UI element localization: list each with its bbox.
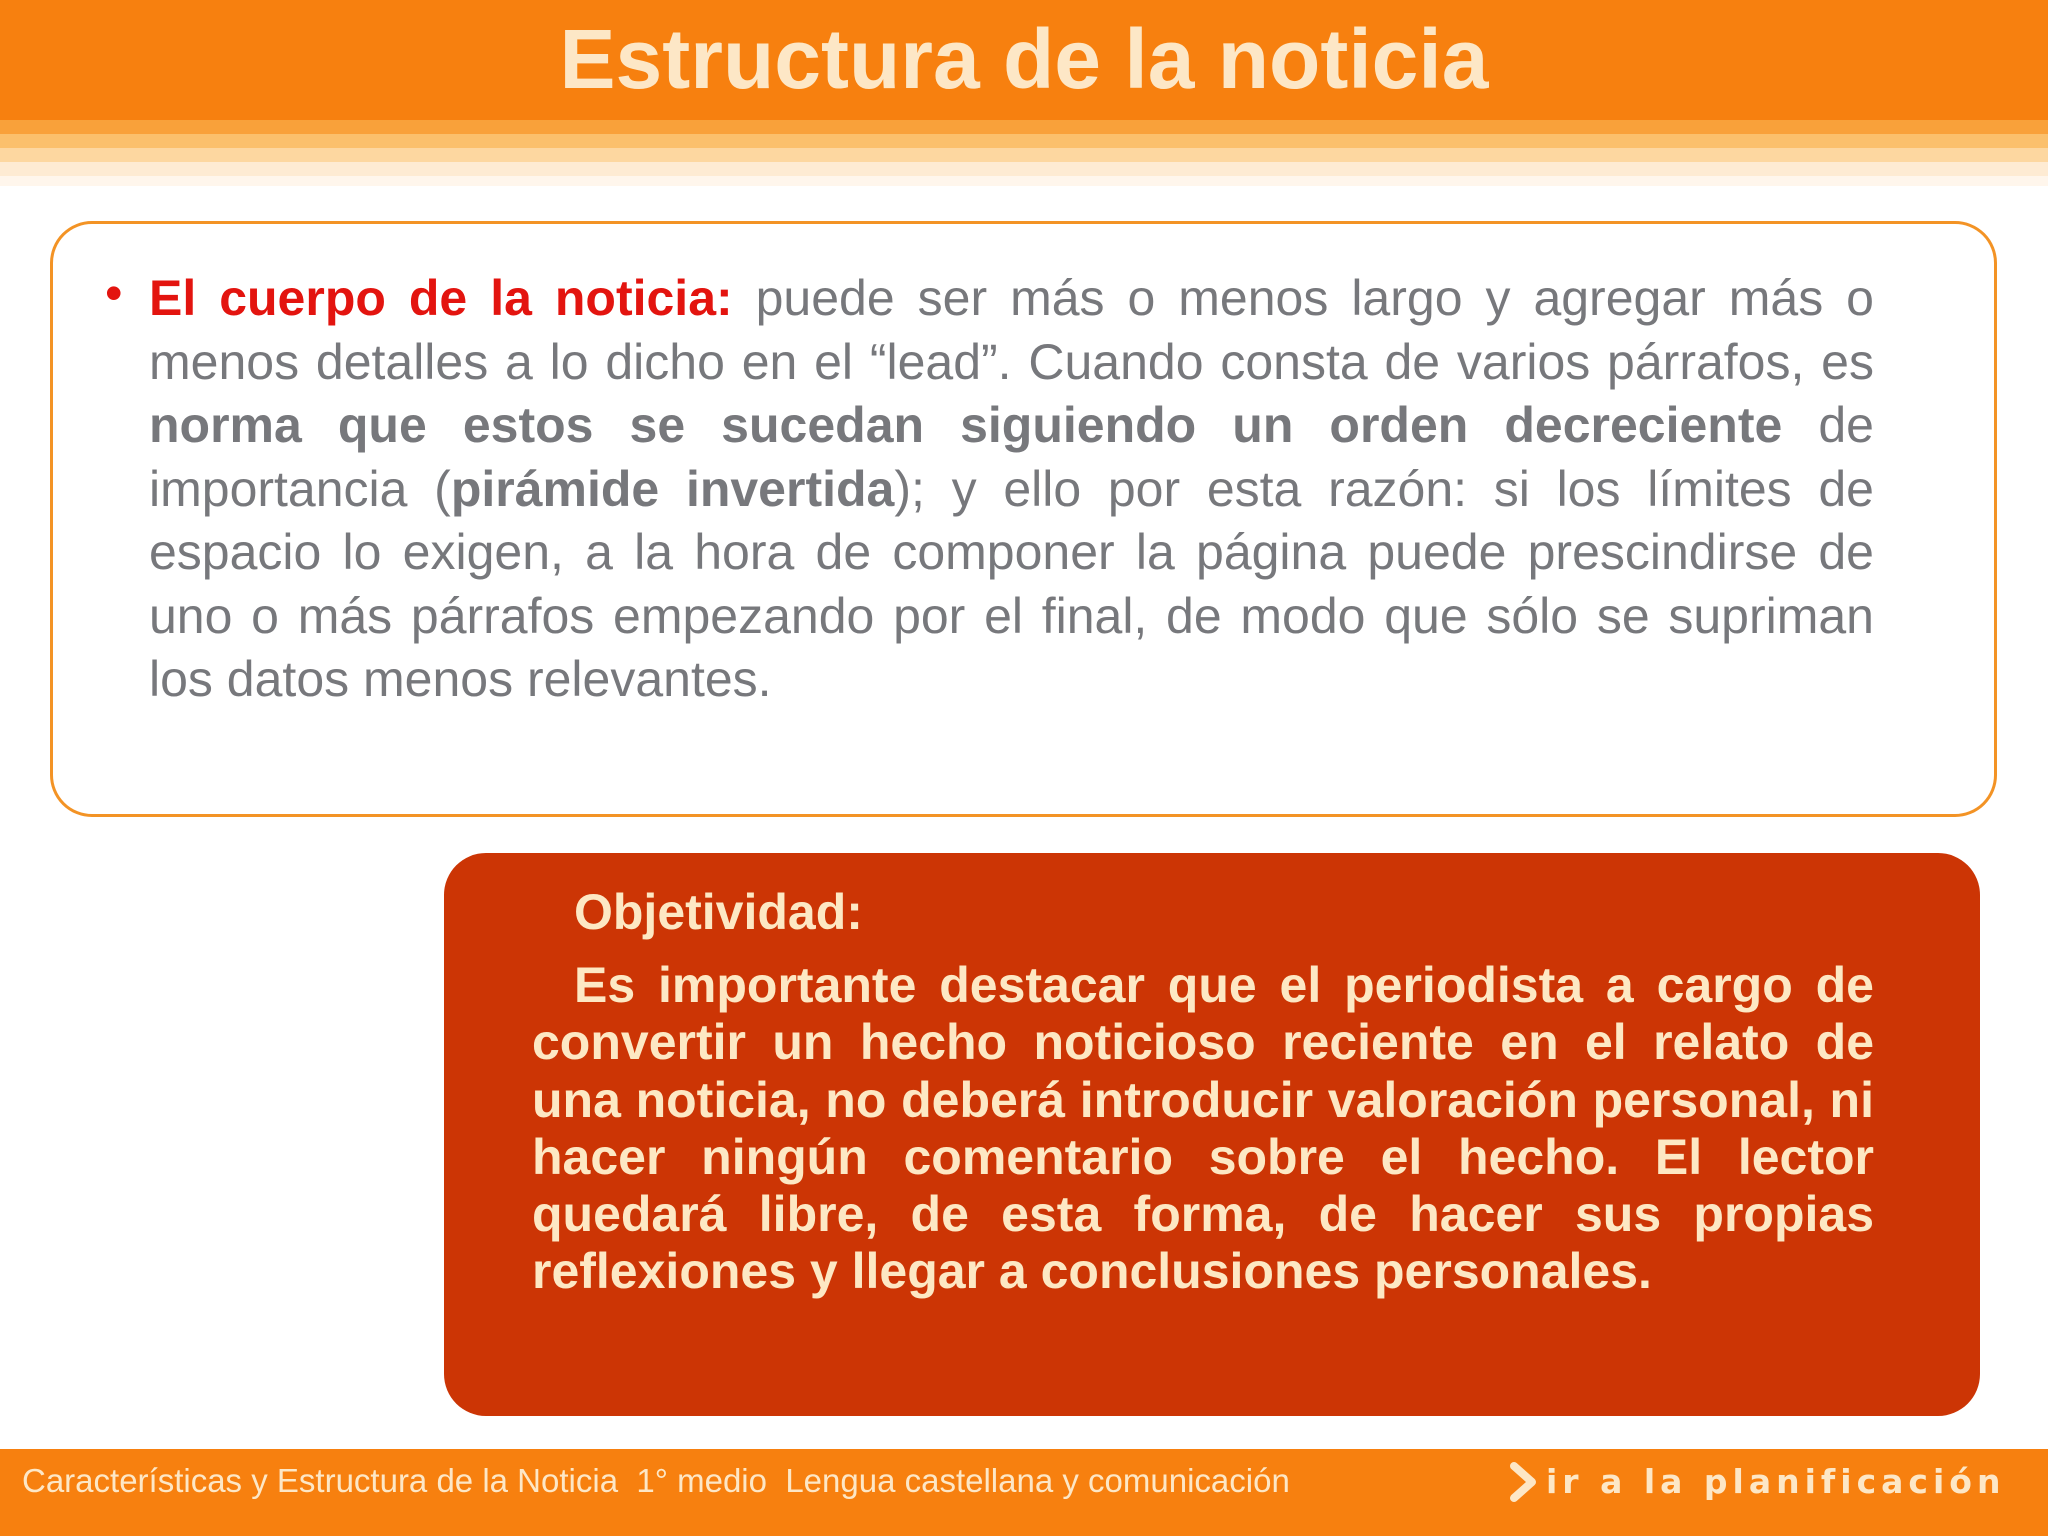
body-term: El cuerpo de la noticia: — [149, 270, 733, 326]
header-stripe — [0, 120, 2048, 134]
slide-title: Estructura de la noticia — [559, 12, 1489, 106]
header-stripe — [0, 134, 2048, 148]
bullet-marker: • — [105, 265, 123, 321]
body-paragraph — [149, 267, 1874, 712]
body-emphasis: norma que estos se sucedan siguiendo un orden decreciente — [149, 397, 1783, 453]
planificacion-link[interactable] — [1510, 1462, 2005, 1502]
chevron-right-icon — [1510, 1462, 1538, 1502]
header-stripe — [0, 148, 2048, 162]
body-text-part: ); y ello por esta razón: si los límites de espacio lo exigen, a la hora de componer la página puede prescindirse de uno o más párrafos empezando por el final, de modo que sólo se supriman los datos menos relevantes. — [149, 460, 1874, 707]
body-text-part: puede ser más o menos largo y agregar más o menos detalles a lo dicho en el “lead”. Cuando consta de varios párrafos, es — [149, 270, 1874, 390]
planificacion-link-label: ir a la planificación — [1546, 1462, 2006, 1501]
objetividad-title: Objetividad: — [574, 884, 863, 940]
body-emphasis: pirámide invertida — [450, 460, 895, 517]
header-stripe — [0, 162, 2048, 176]
objetividad-text: Es importante destacar que el periodista a cargo de convertir un hecho noticioso reciente en el relato de una noticia, no deberá introducir valoración personal, ni hacer ningún comentario sobre el hecho. El lector quedará libre, de esta forma, de hacer sus propias reflexiones y llegar a conclusiones personales. — [532, 957, 1874, 1300]
header-stripe — [0, 176, 2048, 186]
body-text-part: de importancia ( — [149, 397, 1874, 517]
footer-caption: Características y Estructura de la Noticia 1° medio Lengua castellana y comunicación — [22, 1462, 1290, 1499]
